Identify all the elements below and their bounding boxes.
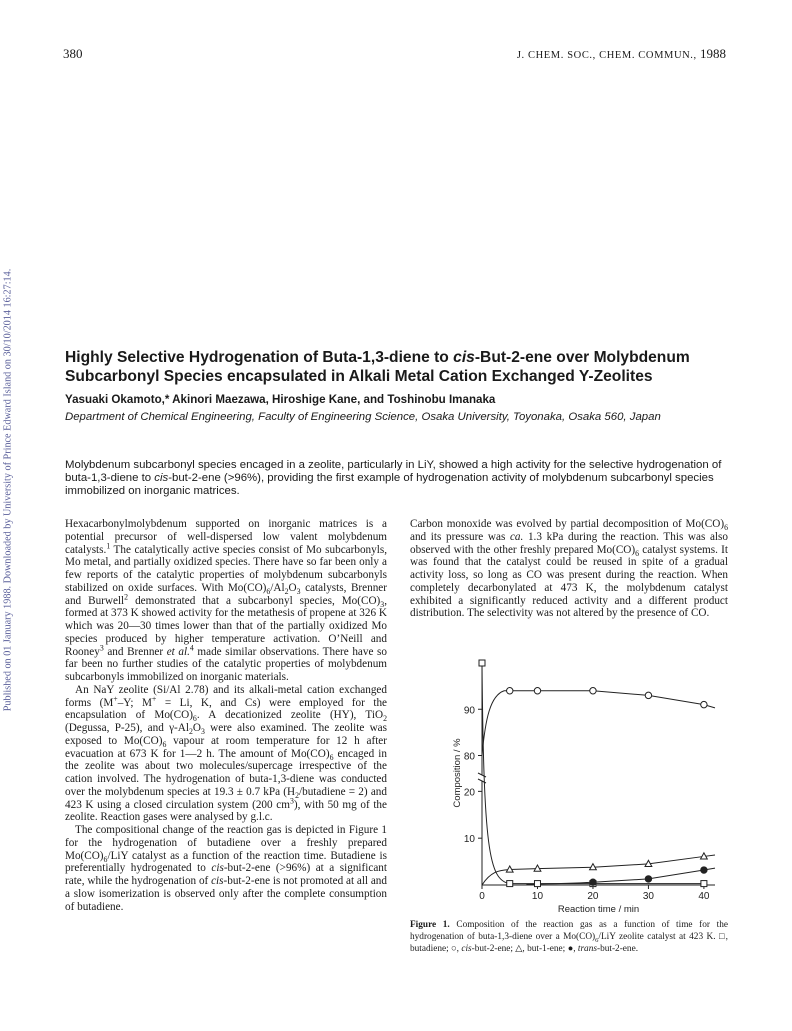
body-paragraph: An NaY zeolite (Si/Al 2.78) and its alkali-metal cation exchanged forms (M+–Y; M+ = Li, K, and Cs) were employed for the encapsulation of $Mo(CO)_6$. A decationized zeolite (HY), TiO$_2$ (Degussa, P-25), and $\gamma-Al_2O_3$ were also examined. The zeolite was exposed to $Mo(CO)_6$ vapour at room temperature for 12 h after evacuation at 673 K for 1—2 h. The amount of $Mo(CO)_6$ encaged in the zeolite was about two molecules/supercage irrespective of the cation involved. The hydrogenation of buta-1,3-diene was conducted over the molybdenum species at 19.3 ± 0.7 kPa ($H_2$/butadiene = 2) and 423 K using a closed circulation system (200 $cm^3$), with 50 mg of the zeolite. Reaction gases were analysed by g.l.c.: [65, 683, 387, 824]
series-line-trans-but-2-ene: [526, 868, 715, 884]
data-point-butadiene: [507, 881, 513, 887]
journal-year: 1988: [700, 46, 726, 61]
page-number: 380: [63, 46, 83, 61]
data-point-cis-but-2-ene: [534, 688, 540, 694]
data-point-trans-but-2-ene: [701, 867, 707, 873]
x-tick-label: 40: [698, 891, 710, 902]
data-point-trans-but-2-ene: [645, 876, 651, 882]
data-point-butadiene: [534, 881, 540, 887]
body-paragraph: Carbon monoxide was evolved by partial decomposition of $Mo(CO)_6$ and its pressure was ca. 1.3 kPa during the reaction. This was also observed with the other freshly prepared $Mo(CO)_6$ catalyst systems. It was found that the catalyst could be reused in spite of a gradual activity loss, so long as CO was present during the reaction. When completely decarbonylated at 473 K, the molybdenum catalyst exhibited a significantly reduced activity and a different product distribution. The selectivity was not altered by the presence of CO.: [410, 518, 728, 620]
data-point-butadiene: [479, 660, 485, 666]
data-point-cis-but-2-ene: [701, 701, 707, 707]
x-tick-label: 20: [587, 891, 599, 902]
body-paragraph: Hexacarbonylmolybdenum supported on inorganic matrices is a potential precursor of well-dispersed low valent molybdenum catalysts.$^1$ The catalytically active species consist of Mo subcarbonyls, Mo metal, and partially oxidized species. There have so far been only a few reports of the catalytic properties of molybdenum subcarbonyls stabilized on oxide surfaces. With $Mo(CO)_6/Al_2O_3$ catalysts, Brenner and Burwell$^2$ demonstrated that a subcarbonyl species, $Mo(CO)_3$, formed at 373 K showed activity for the metathesis of propene at 326 K which was 20—30 times lower than that of the partially oxidized Mo species produced by higher temperature activation. O’Neill and Rooney$^3$ and Brenner et al.$^4$ made similar observations. There have so far been no further studies of the catalytic properties of molybdenum subcarbonyls immobilized on inorganic materials.: [65, 518, 387, 683]
y-axis-label: Composition / %: [452, 738, 463, 808]
data-point-cis-but-2-ene: [507, 688, 513, 694]
y-tick-label: 10: [463, 834, 475, 846]
composition-chart: [410, 655, 740, 915]
article-title: Highly Selective Hydrogenation of Buta-1,3-diene to cis-But-2-ene over Molybdenum Subcarbonyl Species encapsulated in Alkali Metal Cation Exchanged Y-Zeolites: [65, 349, 690, 385]
article-affiliation: Department of Chemical Engineering, Faculty of Engineering Science, Osaka University, Toyonaka, Osaka 560, Japan: [65, 411, 661, 423]
x-tick-label: 30: [642, 891, 654, 902]
body-paragraph: The compositional change of the reaction gas is depicted in Figure 1 for the hydrogenation of butadiene over a freshly prepared $Mo(CO)_6$/LiY catalyst as a function of the reaction time. Butadiene is preferentially hydrogenated to cis-but-2-ene (>96%) at a significant rate, while the hydrogenation of cis-but-2-ene is not promoted at all and a slow isomerization is observed only after the complete consumption of butadiene.: [65, 824, 388, 913]
body-right-column: [410, 518, 728, 620]
x-tick-label: 0: [479, 891, 485, 902]
figure-1: [410, 655, 740, 915]
y-tick-label: 20: [463, 787, 475, 799]
x-axis-label: Reaction time / min: [557, 904, 640, 915]
data-point-cis-but-2-ene: [645, 692, 651, 698]
series-line-cis-but-2-ene: [482, 691, 715, 885]
article-authors: Yasuaki Okamoto,* Akinori Maezawa, Hiroshige Kane, and Toshinobu Imanaka: [65, 393, 496, 406]
series-line-butadiene: [482, 663, 704, 884]
journal-name: J. CHEM. SOC., CHEM. COMMUN.,: [516, 50, 697, 61]
data-point-cis-but-2-ene: [590, 688, 596, 694]
download-watermark-text[interactable]: Published on 01 January 1988. Downloaded by University of Prince Edward Island on 30/10/2014 16:27:14.: [2, 268, 14, 712]
series-line-but-1-ene: [482, 855, 715, 885]
download-watermark: [0, 0, 17, 1031]
y-tick-label: 90: [463, 705, 475, 717]
figure-caption: Figure 1. Composition of the reaction gas as a function of time for the hydrogenation of buta-1,3-diene over a $Mo(CO)_6$/LiY zeolite catalyst at 423 K. □, butadiene; ○, cis-but-2-ene; △, but-1-ene; ●, trans-but-2-ene.: [410, 920, 729, 955]
journal-header: [517, 46, 726, 62]
x-tick-label: 10: [531, 891, 544, 902]
y-tick-label: 80: [463, 751, 475, 763]
article-abstract: Molybdenum subcarbonyl species encaged in a zeolite, particularly in LiY, showed a high activity for the selective hydrogenation of buta-1,3-diene to cis-but-2-ene (>96%), providing the first example of hydrogenation activity of molybdenum subcarbonyl species immobilized on inorganic matrices.: [65, 459, 722, 498]
data-point-butadiene: [701, 881, 707, 887]
data-point-trans-but-2-ene: [590, 879, 596, 885]
body-left-column: [65, 518, 387, 913]
